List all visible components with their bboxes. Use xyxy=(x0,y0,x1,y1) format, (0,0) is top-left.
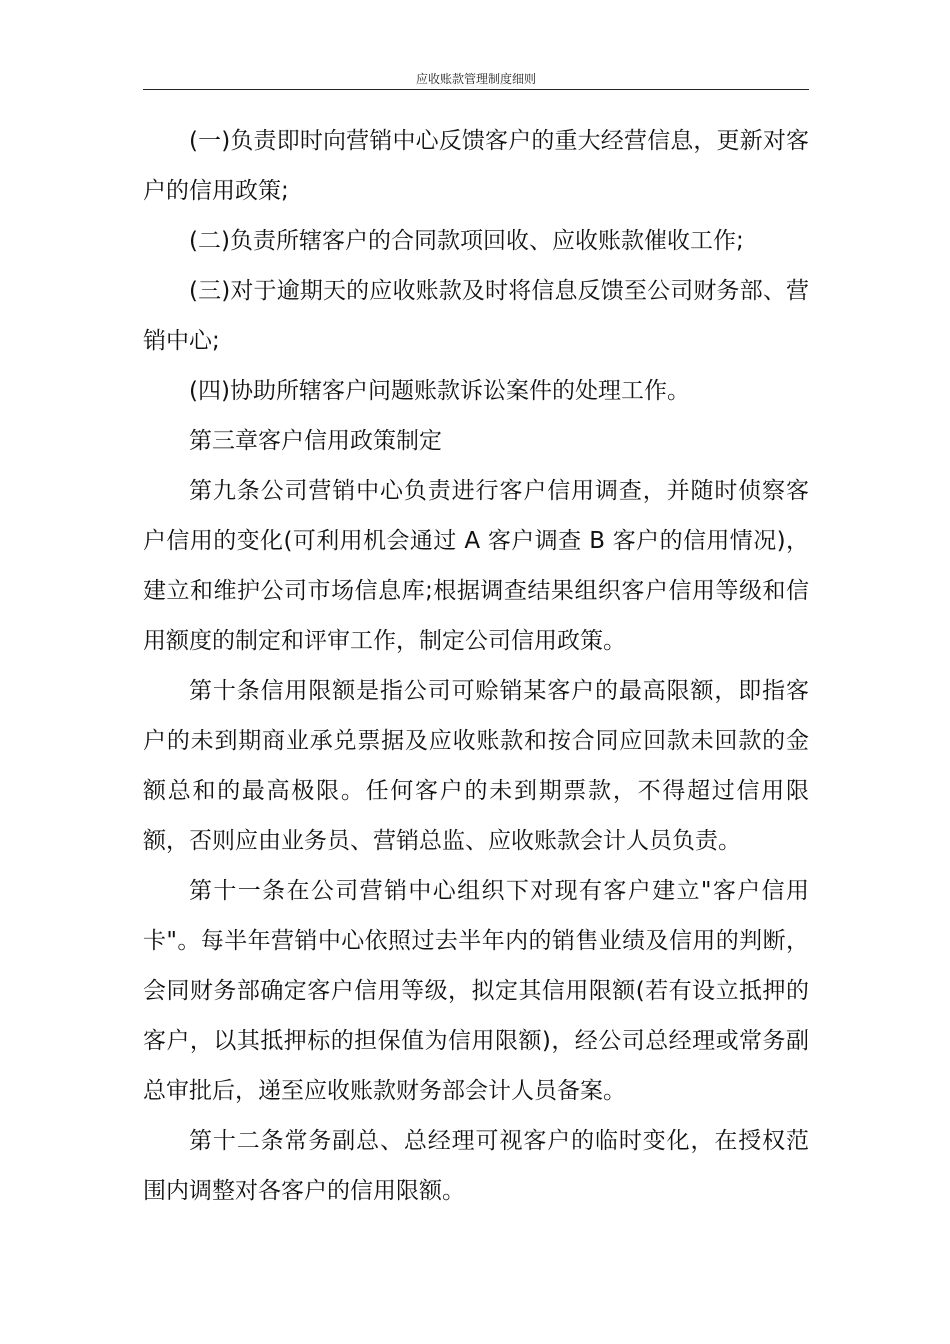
article-11: 第十一条在公司营销中心组织下对现有客户建立"客户信用卡"。每半年营销中心依照过去半年内的销售业绩及信用的判断，会同财务部确定客户信用等级，拟定其信用限额(若有设立抵押的客户，以其抵押标的担保值为信用限额)，经公司总经理或常务副总审批后，递至应收账款财务部会计人员备案。 xyxy=(143,878,809,1104)
chapter-heading: 第三章客户信用政策制定 xyxy=(189,428,442,454)
paragraph-1: (一)负责即时向营销中心反馈客户的重大经营信息，更新对客户的信用政策; xyxy=(143,128,809,204)
paragraph-2: (二)负责所辖客户的合同款项回收、应收账款催收工作; xyxy=(189,228,744,254)
paragraph-4: (四)协助所辖客户问题账款诉讼案件的处理工作。 xyxy=(189,378,690,404)
paragraph-3: (三)对于逾期天的应收账款及时将信息反馈至公司财务部、营销中心; xyxy=(143,278,809,354)
document-body xyxy=(143,116,809,1216)
article-12: 第十二条常务副总、总经理可视客户的临时变化，在授权范围内调整对各客户的信用限额。 xyxy=(143,1128,809,1204)
article-9: 第九条公司营销中心负责进行客户信用调查，并随时侦察客户信用的变化(可利用机会通过 A 客户调查 B 客户的信用情况)，建立和维护公司市场信息库;根据调查结果组织客户信用等级和信用额度的制定和评审工作，制定公司信用政策。 xyxy=(143,478,809,654)
article-10: 第十条信用限额是指公司可赊销某客户的最高限额，即指客户的未到期商业承兑票据及应收账款和按合同应回款未回款的金额总和的最高极限。任何客户的未到期票款，不得超过信用限额，否则应由业务员、营销总监、应收账款会计人员负责。 xyxy=(143,678,809,854)
page-header: 应收账款管理制度细则 xyxy=(143,70,809,90)
